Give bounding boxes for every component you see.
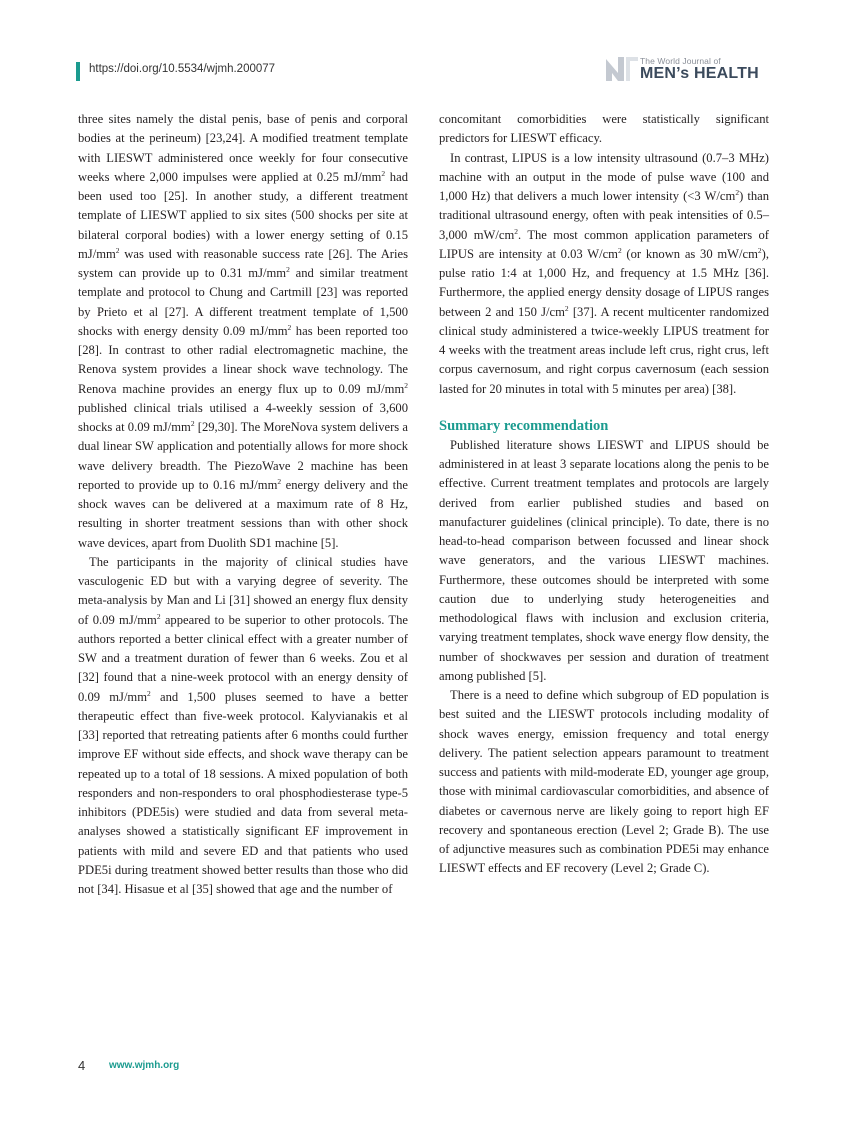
left-paragraph-2: The participants in the majority of clinical studies have vasculogenic ED but with a varying degree of severity. The meta-analysis by Man and Li [31] showed an energy flux density of 0.09 $mJ/mm^2$ appeared to be superior to other protocols. The authors reported a better clinical effect with a greater number of SW and a treatment duration of fewer than 6 weeks. Zou et al [32] found that a nine-week protocol with an energy density of 0.09 $mJ/mm^2$ and 1,500 pluses seemed to have a better therapeutic effect than five-week protocol. Kalyvianakis et al [33] reported that retreating patients after 6 months could further improve EF without side effects, and shock wave therapy can be repeated up to a total of 18 sessions. A mixed population of both responders and non-responders to oral phosphodiesterase type-5 inhibitors (PDE5is) were studied and data from several meta-analyses showed a statistically significant EF improvement in patients with mild and severe ED and that patients who used PDE5i during treatment showed better results than those who did not [34]. Hisasue et al [35] showed that age and the number of [78, 554, 409, 896]
journal-logo-mark-icon [604, 53, 640, 83]
right-paragraph-4: There is a need to define which subgroup of ED population is best suited and the LIESWT protocols including modality of shock waves energy, emission frequency and total energy delivery. The patient selection appears paramount to treatment success and patients with mild-moderate ED, younger age group, those with minimal cardiovascular comorbidities, and absence of diabetes or cavernous nerve are likely going to report high EF recovery and spontaneous erection (Level 2; Grade B). The use of adjunctive measures such as combination PDE5i may enhance LIESWT effects and EF recovery (Level 2; Grade C). [439, 688, 769, 876]
right-paragraph-1: concomitant comorbidities were statistically significant predictors for LIESWT efficacy. [439, 112, 769, 146]
website-link[interactable]: www.wjmh.org [109, 1060, 180, 1071]
right-column [439, 110, 769, 879]
section-heading-summary: Summary recommendation [439, 417, 609, 434]
left-column [78, 110, 408, 899]
right-paragraph-3: Published literature shows LIESWT and LIPUS should be administered in at least 3 separate locations along the penis to be effective. Current treatment templates and protocols are largely derived from earlier published studies and based on manufacturer guidelines (clinical principle). To date, there is no head-to-head comparison between focussed and linear shock wave generators, and the various LIESWT machines. Furthermore, these outcomes should be interpreted with some caution due to underlying study heterogeneities and methodological flaws with inclusion and exclusion criteria, varying treatment templates, shock wave energy flow density, the number of shockwaves per session and duration of treatment among published [5]. [439, 437, 769, 683]
doi-accent-bar [76, 62, 80, 81]
page-number: 4 [78, 1058, 86, 1073]
right-paragraph-2: In contrast, LIPUS is a low intensity ultrasound (0.7–3 MHz) machine with an output in the mode of pulse wave (100 and 1,000 Hz) that delivers a much lower intensity (<3 $W/cm^2$) than traditional ultrasound energy, often with peak intensities of 0.5–3,000 $mW/cm^2$. The most common application parameters of LIPUS are intensity at 0.03 $W/cm^2$ (or known as 30 $mW/cm^2$), pulse ratio 1:4 at 1,000 Hz, and frequency at 1.5 MHz [36]. Furthermore, the applied energy density dosage of LIPUS ranges between 2 and 150 $J/cm^2$ [37]. A recent multicenter randomized clinical study administered a twice-weekly LIPUS treatment for 4 weeks with the treatment areas include left crus, right crus, left corpus cavernosum, and right corpus cavernosum (each session lasted for 20 minutes in total with 5 minutes per area) [38]. [439, 150, 770, 396]
left-paragraph-1: three sites namely the distal penis, base of penis and corporal bodies at the perineum) [23,24]. A modified treatment template with LIESWT administered once weekly for four consecutive weeks where 2,000 impulses were applied at 0.25 $mJ/mm^2$ had been used too [25]. In another study, a different treatment template of LIESWT applied to six sites (500 shocks per site at bilateral corporal bodies) with a lower energy setting of 0.15 $mJ/mm^2$ was used with reasonable success rate [26]. The Aries system can provide up to 0.31 $mJ/mm^2$ and similar treatment template and protocol to Chung and Cartmill [23] was reported by Prieto et al [27]. A different treatment template of 1,500 shocks with energy density 0.09 $mJ/mm^2$ has been reported too [28]. In contrast to other radial electromagnetic machine, the Renova system provides a linear shock wave technology. The Renova machine provides an energy flux up to 0.09 $mJ/mm^2$ published clinical trials utilised a 4-weekly session of 3,600 shocks at 0.09 $mJ/mm^2$ [29,30]. The MoreNova system delivers a dual linear SW application and potentially allows for more shock wave delivery breadth. The PiezoWave 2 machine has been reported to provide up to 0.16 $mJ/mm^2$ energy delivery and the shock waves can be delivered at a maximum rate of 8 Hz, resulting in shorter treatment sessions than with other shock wave devices, apart from Duolith SD1 machine [5]. [78, 112, 408, 550]
journal-subtitle: The World Journal of [640, 56, 721, 66]
doi-link[interactable]: https://doi.org/10.5534/wjmh.200077 [89, 63, 276, 75]
journal-title: MEN’s HEALTH [640, 65, 759, 82]
journal-logo [604, 50, 774, 90]
